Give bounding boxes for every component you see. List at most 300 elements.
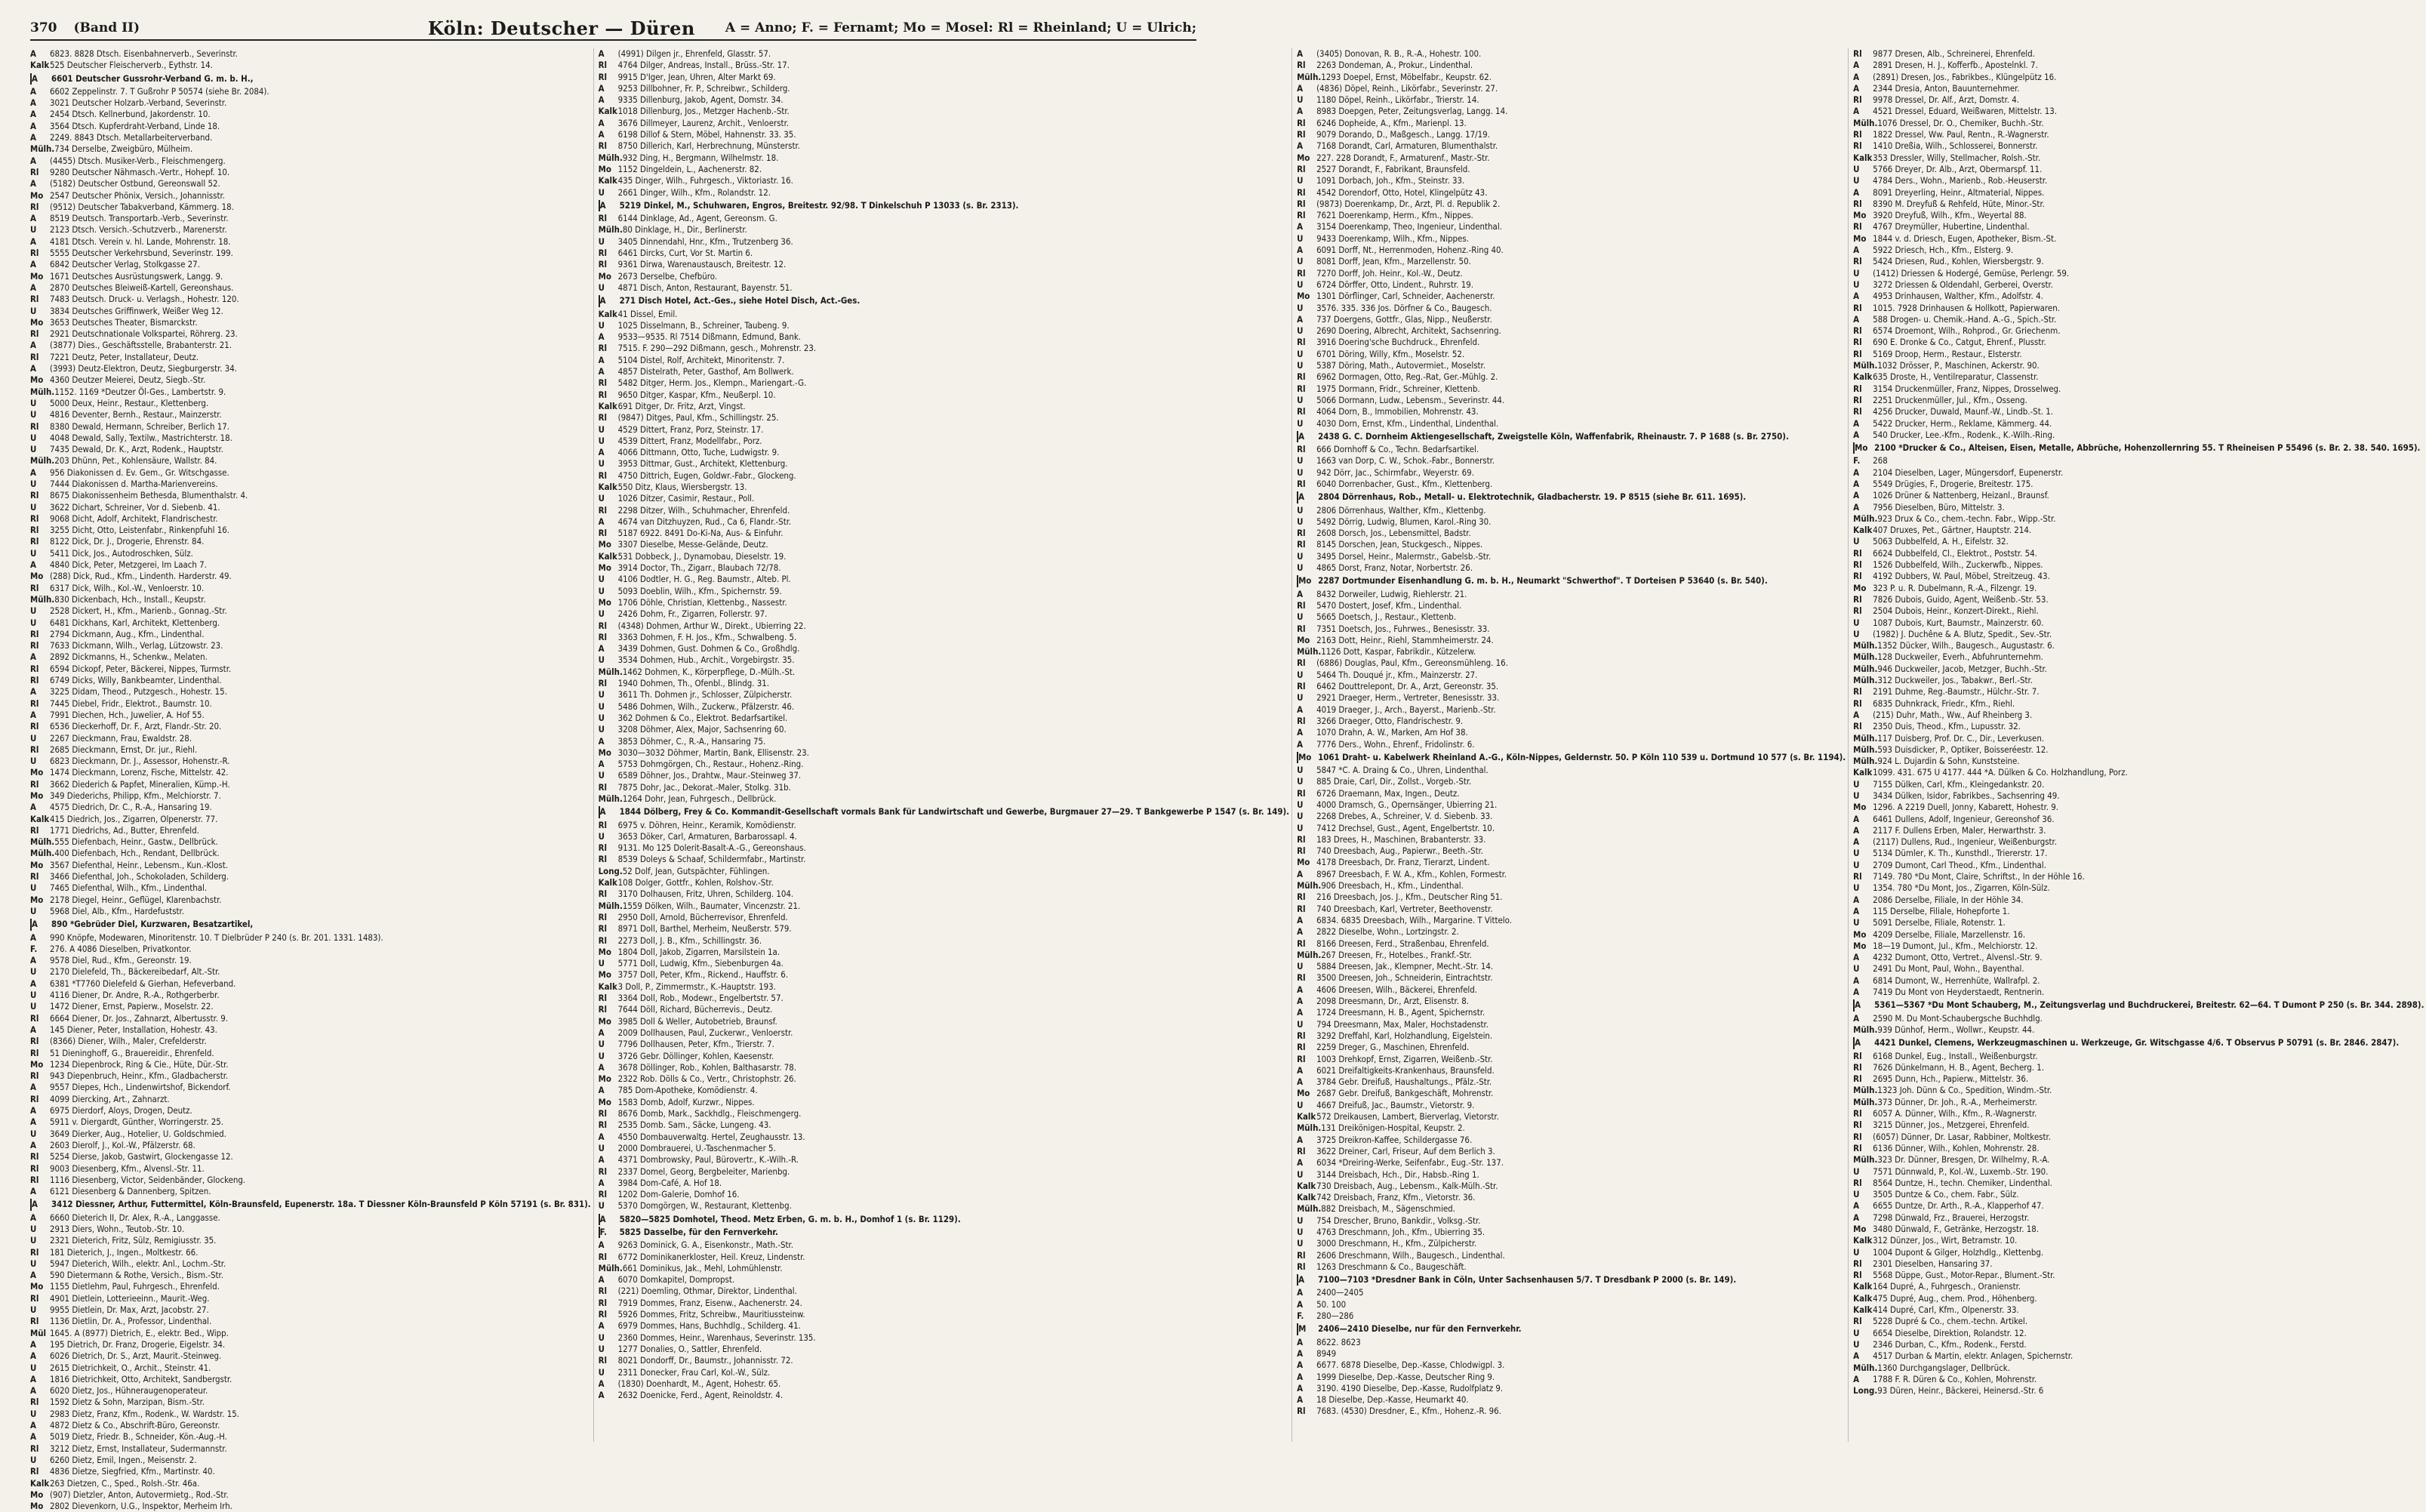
entry-text: 2709 Dumont, Carl Theod., Kfm., Lindenthal.	[1873, 859, 2046, 870]
exchange-prefix: A	[30, 686, 36, 697]
exchange-prefix: A	[30, 48, 36, 59]
exchange-prefix: Mo	[1853, 1223, 1867, 1234]
entry-text: 1724 Dreesmann, H. B., Agent, Spichernstr.	[1316, 1007, 1485, 1018]
entry-text: 2263 Dondeman, A., Prokur., Lindenthal.	[1316, 60, 1473, 71]
exchange-prefix: A	[598, 94, 605, 106]
directory-entry	[30, 548, 591, 559]
exchange-prefix: A	[1297, 914, 1303, 925]
entry-text: 3170 Dolhausen, Fritz, Uhren, Schilderg. 104.	[617, 888, 794, 900]
exchange-prefix: Mo	[1298, 575, 1312, 587]
entry-text: 5000 Deux, Heinr., Restaur., Klettenberg.	[50, 397, 209, 408]
entry-text: 3272 Driessen & Oldendahl, Gerberei, Overstr.	[1873, 279, 2053, 290]
exchange-prefix: Mülh.	[598, 152, 623, 163]
directory-entry	[1297, 880, 1846, 891]
entry-text: 267 Dreesen, Fr., Hotelbes., Frankf.-Str.	[1321, 949, 1472, 960]
directory-entry	[599, 1263, 1289, 1274]
directory-entry	[599, 1252, 1289, 1263]
exchange-prefix: Rl	[598, 842, 608, 854]
exchange-prefix: Kalk	[1297, 1111, 1316, 1122]
entry-text: 1583 Domb, Adolf, Kurzwr., Nippes.	[617, 1096, 755, 1107]
exchange-prefix: Rl	[598, 631, 608, 642]
directory-entry	[599, 224, 1289, 236]
exchange-prefix: U	[30, 1454, 37, 1465]
exchange-prefix: A	[32, 72, 38, 84]
exchange-prefix: Rl	[598, 140, 608, 152]
directory-entry	[599, 667, 1289, 678]
exchange-prefix: Kalk	[598, 175, 617, 186]
exchange-prefix: U	[1297, 961, 1304, 972]
exchange-prefix: A	[1297, 221, 1303, 232]
exchange-prefix: Kalk	[1853, 152, 1873, 163]
directory-entry	[30, 882, 591, 894]
entry-text: 3363 Dohmen, F. H. Jos., Kfm., Schwalbeng. 5.	[617, 631, 797, 642]
exchange-prefix: U	[1853, 917, 1860, 928]
directory-entry	[599, 947, 1289, 958]
directory-entry	[1297, 739, 1846, 750]
exchange-prefix: Mülh.	[30, 386, 55, 397]
entry-text: 3364 Doll, Rob., Modewr., Engelbertstr. 57.	[617, 993, 784, 1004]
directory-entry	[30, 1235, 591, 1246]
entry-text: 5169 Droop, Herm., Restaur., Elsterstr.	[1873, 348, 2022, 359]
directory-entry	[599, 654, 1289, 666]
directory-entry	[1853, 164, 2424, 175]
entry-text: 3653 Deutsches Theater, Bismarckstr.	[50, 316, 198, 328]
entry-text: 4575 Diedrich, Dr. C., R.-A., Hansaring 19.	[50, 802, 212, 813]
entry-text: (215) Duhr, Math., Ww., Auf Rheinberg 3.	[1873, 709, 2033, 720]
exchange-prefix: Rl	[1853, 1131, 1862, 1142]
entry-text: 4901 Dietlein, Lotterieeinn., Maurit.-Weg.	[50, 1292, 210, 1304]
column-1	[30, 48, 594, 1512]
directory-entry	[1853, 479, 2424, 490]
entry-text: 890 *Gebrüder Diel, Kurzwaren, Besatzartikel,	[51, 919, 254, 930]
exchange-prefix: Rl	[1853, 697, 1862, 709]
exchange-prefix: U	[30, 756, 37, 767]
entry-text: 1771 Diedrichs, Ad., Butter, Ehrenfeld.	[50, 824, 199, 836]
exchange-prefix: Rl	[1297, 938, 1306, 949]
entry-text: 6198 Dillof & Stern, Möbel, Hahnenstr. 33. 35.	[617, 129, 796, 140]
exchange-prefix: Rl	[598, 213, 608, 224]
exchange-prefix: Rl	[598, 259, 608, 270]
exchange-prefix: Mo	[598, 747, 611, 758]
exchange-prefix: A	[30, 1024, 36, 1035]
entry-text: 4763 Dreschmann, Joh., Kfm., Ubierring 35.	[1316, 1226, 1485, 1237]
exchange-prefix: A	[1297, 868, 1303, 879]
exchange-prefix: A	[30, 1270, 36, 1281]
entry-text: 9578 Diel, Rud., Kfm., Gereonstr. 19.	[50, 955, 192, 966]
entry-text: 4360 Deutzer Meierei, Deutz, Siegb.-Str.	[50, 374, 206, 386]
directory-entry	[599, 1355, 1289, 1366]
directory-entry	[599, 129, 1289, 140]
exchange-prefix: Rl	[1297, 163, 1306, 174]
exchange-prefix: Rl	[1297, 833, 1306, 845]
directory-entry	[1853, 536, 2424, 547]
directory-entry	[1853, 1051, 2424, 1062]
entry-text: 2687 Gebr. Dreifuß, Bankgeschäft, Mohrenstr.	[1316, 1088, 1494, 1099]
directory-entry	[599, 1154, 1289, 1166]
exchange-prefix: Mo	[598, 946, 611, 957]
directory-entry	[599, 1119, 1289, 1131]
exchange-prefix: A	[598, 1131, 605, 1142]
directory-entry	[30, 779, 591, 790]
directory-entry	[1853, 118, 2424, 129]
entry-text: 3215 Dünner, Jos., Metzgerei, Ehrenfeld.	[1873, 1119, 2030, 1131]
directory-entry	[30, 455, 591, 467]
entry-text: 3984 Dom-Café, A. Hof 18.	[617, 1177, 722, 1188]
entry-text: 3611 Th. Dohmen jr., Schlosser, Zülpicherstr.	[617, 689, 793, 701]
directory-entry	[1297, 140, 1846, 152]
directory-entry	[1853, 349, 2424, 360]
entry-text: 6461 Dircks, Curt, Vor St. Martin 6.	[617, 248, 753, 259]
entry-text: 7465 Diefenthal, Wilh., Kfm., Lindenthal.	[50, 882, 208, 894]
entry-text: 555 Diefenbach, Heinr., Gastw., Dellbrück.	[54, 836, 218, 848]
directory-entry	[30, 421, 591, 433]
exchange-prefix: A	[1853, 106, 1860, 117]
entry-text: 2350 Duis, Theod., Kfm., Lupusstr. 32.	[1873, 721, 2021, 732]
directory-entry	[30, 48, 591, 60]
entry-text: 734 Derselbe, Zweigbüro, Mülheim.	[54, 143, 193, 155]
entry-text: 3021 Deutscher Holzarb.-Verband, Severinstr.	[50, 97, 227, 109]
directory-entry	[30, 1466, 591, 1477]
exchange-prefix: U	[1297, 467, 1304, 478]
exchange-prefix: Rl	[1853, 325, 1862, 337]
exchange-prefix: U	[30, 444, 37, 455]
directory-entry	[599, 831, 1289, 842]
exchange-prefix: Rl	[598, 678, 608, 689]
exchange-prefix: Rl	[1853, 302, 1862, 313]
entry-text: 3920 Dreyfuß, Wilh., Kfm., Weyertal 88.	[1873, 210, 2027, 221]
directory-entry	[1853, 721, 2424, 732]
exchange-prefix: Mo	[1297, 634, 1310, 645]
directory-entry	[1853, 710, 2424, 721]
exchange-prefix: Rl	[1853, 559, 1862, 571]
entry-text: 3000 Dreschmann, H., Kfm., Zülpicherstr.	[1316, 1238, 1477, 1249]
directory-entry	[1297, 1215, 1846, 1227]
entry-text: 3434 Dülken, Isidor, Fabrikbes., Sachsenring 49.	[1873, 790, 2060, 801]
entry-text: 1136 Dietlin, Dr. A., Professor, Lindenthal.	[50, 1316, 212, 1327]
exchange-prefix: U	[598, 712, 605, 723]
exchange-prefix: A	[1853, 245, 1860, 256]
directory-entry	[1853, 268, 2424, 279]
entry-text: 2438 G. C. Dornheim Aktiengesellschaft, Zweigstelle Köln, Waffenfabrik, Rheinaustr. 7. P 1688 (s. Br. 2750).	[1318, 430, 1789, 442]
directory-entry	[1297, 1238, 1846, 1249]
entry-text: 4840 Dick, Peter, Metzgerei, Im Laach 7.	[50, 559, 207, 571]
directory-entry	[599, 701, 1289, 713]
exchange-prefix: Rl	[1853, 605, 1862, 617]
entry-text: 8676 Domb, Mark., Sackhdlg., Fleischmengerg.	[617, 1108, 802, 1119]
directory-entry	[599, 1027, 1289, 1039]
exchange-prefix: Kalk	[1853, 767, 1873, 778]
entry-text: 1116 Diesenberg, Victor, Seidenbänder, Glockeng.	[50, 1174, 246, 1185]
exchange-prefix: Rl	[598, 1286, 608, 1297]
directory-entry	[1853, 48, 2424, 60]
directory-entry	[1297, 589, 1846, 600]
directory-entry	[30, 955, 591, 966]
directory-entry	[30, 306, 591, 317]
directory-entry	[599, 689, 1289, 701]
directory-entry	[30, 1151, 591, 1162]
entry-text: 2009 Dollhausen, Paul, Zuckerwr., Venloerstr.	[617, 1027, 793, 1038]
exchange-prefix: Rl	[1297, 539, 1306, 550]
directory-entry	[30, 386, 591, 398]
directory-entry	[30, 1186, 591, 1197]
directory-entry	[30, 1316, 591, 1327]
exchange-prefix: U	[1297, 1099, 1304, 1110]
directory-entry	[30, 248, 591, 259]
entry-text: 942 Dörr, Jac., Schirmfabr., Weyerstr. 69.	[1316, 467, 1474, 478]
directory-entry	[599, 187, 1289, 199]
exchange-prefix: A	[1297, 106, 1303, 117]
column-4	[1853, 48, 2426, 1442]
exchange-prefix: A	[1853, 975, 1860, 986]
entry-text: 4529 Dittert, Franz, Porz, Steinstr. 17.	[617, 423, 764, 435]
exchange-prefix: U	[1853, 163, 1860, 174]
exchange-prefix: A	[1297, 1134, 1303, 1145]
entry-text: 4857 Distelrath, Peter, Gasthof, Am Bollwerk.	[617, 366, 794, 377]
entry-text: 2426 Dohm, Fr., Zigarren, Follerstr. 97.	[617, 608, 768, 620]
directory-entry	[1853, 325, 2424, 337]
entry-text: 41 Dissel, Emil.	[617, 308, 678, 319]
entry-text: 9263 Dominick, G. A., Eisenkonstr., Math.-Str.	[617, 1239, 793, 1251]
directory-entry	[30, 317, 591, 328]
entry-text: 742 Dreisbach, Franz, Kfm., Vietorstr. 36.	[1316, 1192, 1476, 1203]
directory-entry	[599, 470, 1289, 482]
exchange-prefix: U	[30, 1223, 37, 1234]
directory-entry	[1853, 664, 2424, 675]
exchange-prefix: A	[598, 1177, 605, 1188]
entry-text: 3653 Döker, Carl, Armaturen, Barbarossapl. 4.	[617, 830, 797, 842]
directory-entry	[30, 259, 591, 270]
directory-entry	[599, 1166, 1289, 1178]
entry-text: 271 Disch Hotel, Act.-Ges., siehe Hotel Disch, Act.-Ges.	[619, 295, 860, 306]
exchange-prefix: Rl	[598, 60, 608, 71]
directory-entry	[1853, 848, 2424, 859]
exchange-prefix: Rl	[30, 1292, 39, 1304]
directory-entry	[599, 60, 1289, 71]
entry-text: 115 Derselbe, Filiale, Hohepforte 1.	[1873, 905, 2010, 916]
entry-text: 2273 Doll, J. B., Kfm., Schillingstr. 36.	[617, 935, 762, 946]
exchange-prefix: A	[30, 120, 36, 131]
directory-entry	[1853, 395, 2424, 406]
directory-entry	[1853, 106, 2424, 117]
entry-text: 1472 Diener, Ernst, Papierw., Moselstr. 22.	[50, 1001, 214, 1012]
exchange-prefix: U	[598, 1050, 605, 1061]
entry-text: 8675 Diakonissenheim Bethesda, Blumenthalstr. 4.	[50, 490, 248, 501]
entry-text: 6057 A. Dünner, Wilh., Kfm., R.-Wagnerstr.	[1873, 1108, 2037, 1119]
directory-entry	[30, 73, 591, 85]
directory-entry	[599, 935, 1289, 947]
entry-text: 8967 Dreesbach, F. W. A., Kfm., Kohlen, Formestr.	[1316, 868, 1507, 879]
entry-text: 3255 Dicht, Otto, Leistenfabr., Rinkenpfuhl 16.	[50, 525, 230, 536]
exchange-prefix: A	[1297, 984, 1303, 995]
exchange-prefix: Rl	[1853, 1061, 1862, 1073]
directory-entry	[599, 923, 1289, 935]
directory-entry	[1297, 233, 1846, 245]
entry-text: 2178 Diegel, Heinr., Geflügel, Klarenbachstr.	[50, 894, 222, 905]
exchange-prefix: A	[30, 132, 36, 143]
entry-text: 2301 Dieselben, Hansaring 37.	[1873, 1258, 1993, 1269]
directory-entry	[30, 479, 591, 490]
entry-text: 3225 Didam, Theod., Putzgesch., Hohestr. 15.	[50, 686, 227, 697]
exchange-prefix: F.	[1853, 455, 1861, 467]
entry-text: 740 Dreesbach, Aug., Papierwr., Beeth.-Str.	[1316, 845, 1484, 857]
exchange-prefix: U	[598, 1332, 605, 1343]
directory-entry	[599, 912, 1289, 923]
entry-text: 407 Druxes, Pet., Gärtner, Hauptstr. 214.	[1873, 525, 2032, 536]
directory-entry	[1297, 337, 1846, 348]
exchange-prefix: A	[1297, 1064, 1303, 1076]
directory-entry	[30, 664, 591, 675]
directory-entry	[1297, 1007, 1846, 1018]
directory-entry	[599, 1016, 1289, 1027]
directory-entry	[30, 444, 591, 455]
directory-entry	[1297, 94, 1846, 106]
entry-text: 1671 Deutsches Ausrüstungswerk, Langg. 9.	[50, 270, 223, 282]
directory-entry	[1297, 479, 1846, 490]
directory-entry	[30, 594, 591, 605]
exchange-prefix: Rl	[1297, 528, 1306, 539]
exchange-prefix: Rl	[1297, 903, 1306, 914]
exchange-prefix: Kalk	[598, 481, 617, 492]
entry-text: 2870 Deutsches Bleiweiß-Kartell, Gereonshaus.	[50, 282, 234, 293]
entry-text: 8166 Dreesen, Ferd., Straßenbau, Ehrenfeld.	[1316, 938, 1489, 949]
exchange-prefix: U	[1297, 1169, 1304, 1180]
exchange-prefix: U	[1297, 504, 1304, 516]
exchange-prefix: U	[1297, 94, 1304, 106]
exchange-prefix: U	[1297, 279, 1304, 290]
entry-text: 7626 Dünkelmann, H. B., Agent, Becherg. 1.	[1873, 1061, 2045, 1073]
entry-text: 2603 Dierolf, J., Kol.-W., Pfälzerstr. 68.	[50, 1139, 195, 1150]
exchange-prefix: Rl	[30, 1151, 39, 1162]
directory-entry	[1853, 767, 2424, 778]
exchange-prefix: A	[30, 559, 36, 571]
entry-text: 2104 Dieselben, Lager, Müngersdorf, Eupenerstr.	[1873, 467, 2064, 478]
entry-text: 593 Duisdicker, P., Optiker, Boisseréestr. 12.	[1877, 744, 2049, 755]
exchange-prefix: U	[30, 224, 37, 236]
exchange-prefix: U	[1853, 1338, 1860, 1350]
directory-entry	[30, 167, 591, 178]
exchange-prefix: Kalk	[1297, 1192, 1316, 1203]
entry-text: 8750 Dillerich, Karl, Herbrechnung, Münsterstr.	[617, 140, 800, 152]
exchange-prefix: U	[30, 501, 37, 513]
directory-entry	[599, 282, 1289, 294]
entry-text: 6020 Dietz, Jos., Hühneraugenoperateur.	[50, 1385, 208, 1397]
exchange-prefix: Mo	[598, 270, 611, 282]
exchange-prefix: Mo	[30, 790, 44, 801]
exchange-prefix: Rl	[1853, 593, 1862, 605]
entry-text: 7621 Doerenkamp, Herm., Kfm., Nippes.	[1316, 210, 1473, 221]
exchange-prefix: Rl	[1853, 571, 1862, 582]
directory-entry	[599, 1239, 1289, 1251]
entry-text: 373 Dünner, Dr. Joh., R.-A., Merheimerstr.	[1877, 1096, 2037, 1107]
entry-text: (3993) Deutz-Elektron, Deutz, Siegburgerstr. 34.	[50, 363, 238, 374]
entry-text: 8519 Deutsch. Transportarb.-Verb., Severinstr.	[50, 213, 229, 224]
exchange-prefix: Rl	[598, 504, 608, 516]
exchange-prefix: A	[1298, 1274, 1304, 1286]
entry-text: 1645. A (8977) Dietrich, E., elektr. Bed., Wipp.	[50, 1327, 229, 1338]
directory-entry	[599, 1227, 1289, 1238]
directory-entry	[1297, 799, 1846, 811]
directory-entry	[30, 490, 591, 501]
exchange-prefix: Mülh.	[1297, 1122, 1322, 1134]
directory-entry	[1297, 1372, 1846, 1383]
directory-entry	[1853, 1189, 2424, 1200]
entry-text: 8081 Dorff, Jean, Kfm., Marzellenstr. 50.	[1316, 256, 1471, 267]
entry-text: 5187 6922. 8491 Do-Ki-Na, Aus- & Einfuhr.	[617, 528, 784, 539]
directory-entry	[1297, 48, 1846, 60]
exchange-prefix: U	[30, 1235, 37, 1246]
directory-entry	[30, 966, 591, 978]
exchange-prefix: Rl	[598, 819, 608, 830]
directory-entry	[30, 651, 591, 663]
exchange-prefix: Rl	[1853, 547, 1862, 559]
directory-entry	[599, 1200, 1289, 1212]
directory-entry	[1297, 834, 1846, 845]
directory-entry	[599, 236, 1289, 248]
directory-entry	[30, 675, 591, 686]
directory-entry	[1297, 291, 1846, 302]
directory-entry	[1853, 1108, 2424, 1119]
directory-entry	[599, 366, 1289, 377]
exchange-prefix: Kalk	[1853, 1281, 1873, 1292]
exchange-prefix: U	[30, 1304, 37, 1316]
exchange-prefix: Kalk	[598, 877, 617, 888]
entry-text: 923 Drux & Co., chem.-techn. Fabr., Wipp.-Str.	[1877, 513, 2056, 524]
exchange-prefix: Rl	[30, 628, 39, 639]
entry-text: 216 Dreesbach, Jos. J., Kfm., Deutscher Ring 51.	[1316, 891, 1503, 903]
directory-entry	[1297, 129, 1846, 140]
directory-entry	[1297, 256, 1846, 267]
exchange-prefix: U	[1297, 256, 1304, 267]
entry-text: 18 Dieselbe, Dep.-Kasse, Heumarkt 40.	[1316, 1394, 1469, 1406]
entry-text: 2822 Dieselbe, Wohn., Lortzingstr. 2.	[1316, 926, 1459, 938]
directory-entry	[1853, 383, 2424, 395]
exchange-prefix: Rl	[1297, 1053, 1306, 1064]
directory-entry	[599, 1039, 1289, 1050]
entry-text: 6664 Diener, Dr. Jos., Zahnarzt, Albertusstr. 9.	[50, 1012, 229, 1024]
exchange-prefix: F.	[1297, 1310, 1304, 1322]
entry-text: 5911 v. Diergardt, Günther, Worringerstr. 25.	[50, 1116, 224, 1128]
exchange-prefix: Rl	[1853, 221, 1862, 232]
entry-text: 51 Dieninghoff, G., Brauereidir., Ehrenfeld.	[50, 1047, 214, 1058]
exchange-prefix: Mo	[598, 1096, 611, 1107]
entry-text: 5254 Dierse, Jakob, Gastwirt, Glockengasse 12.	[50, 1151, 233, 1162]
directory-entry	[30, 802, 591, 813]
exchange-prefix: A	[30, 1082, 36, 1093]
entry-text: 6260 Dietz, Emil, Ingen., Meisenstr. 2.	[50, 1454, 197, 1465]
entry-text: 2806 Dörrenhaus, Walther, Kfm., Klettenbg.	[1316, 504, 1486, 516]
exchange-prefix: Mo	[598, 1073, 611, 1085]
exchange-prefix: Rl	[598, 935, 608, 946]
entry-text: 2794 Dickmann, Aug., Kfm., Lindenthal.	[50, 628, 205, 639]
directory-entry	[30, 132, 591, 143]
entry-text: 8021 Dondorff, Dr., Baumstr., Johannisstr. 72.	[617, 1355, 793, 1366]
entry-text: 2690 Doering, Albrecht, Architekt, Sachsenring.	[1316, 325, 1501, 337]
directory-entry	[599, 854, 1289, 865]
directory-entry	[599, 1132, 1289, 1143]
directory-entry	[1297, 1274, 1846, 1286]
entry-text: 4099 Diercking, Art., Zahnarzt.	[50, 1093, 170, 1104]
exchange-prefix: Rl	[30, 328, 39, 340]
directory-entry	[599, 1051, 1289, 1062]
exchange-prefix: Mo	[30, 894, 44, 905]
exchange-prefix: Kalk	[598, 308, 617, 319]
entry-text: 2311 Donecker, Frau Carl, Kol.-W., Sülz.	[617, 1366, 771, 1378]
entry-text: 550 Ditz, Klaus, Wiersbergstr. 13.	[617, 481, 747, 492]
exchange-prefix: A	[1853, 60, 1860, 71]
directory-entry	[1853, 790, 2424, 802]
column-3	[1297, 48, 1849, 1442]
exchange-prefix: Rl	[1297, 1145, 1306, 1156]
